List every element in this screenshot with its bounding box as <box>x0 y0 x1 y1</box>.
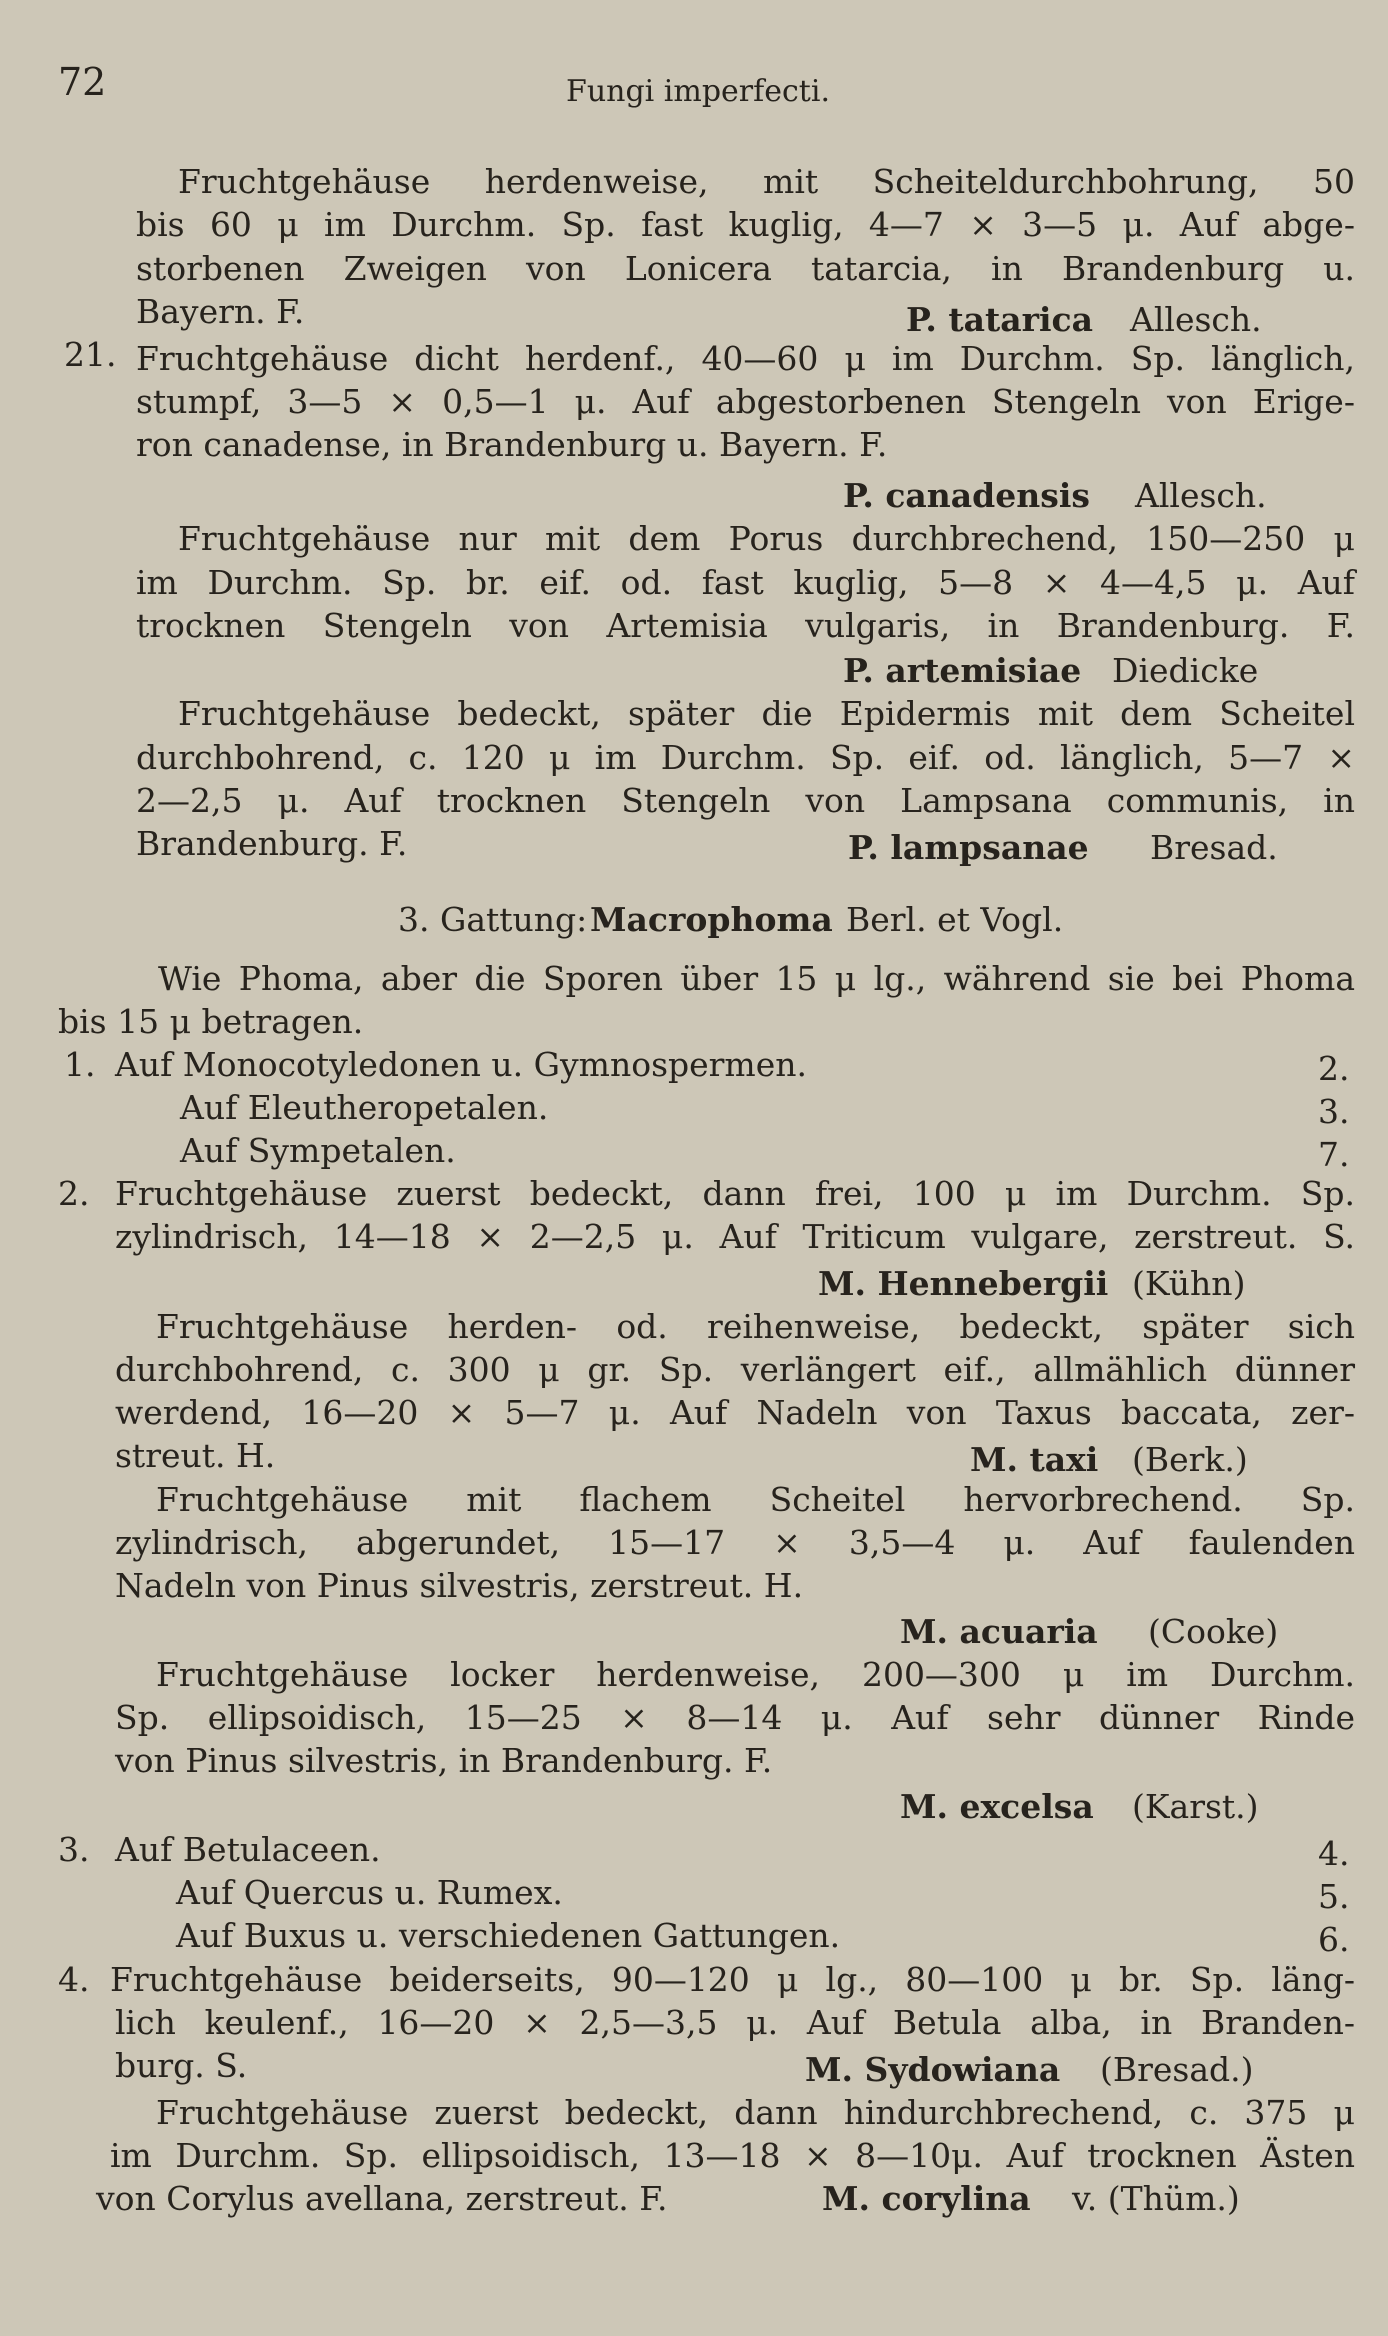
species-name: M. acuaria <box>900 1612 1098 1651</box>
key-reference: 4. <box>1318 1834 1350 1873</box>
text-line: bis 60 μ im Durchm. Sp. fast kuglig, 4—7 × 3—5 μ. Auf abge- <box>136 205 1355 244</box>
text-line: Auf Quercus u. Rumex. <box>176 1873 563 1912</box>
key-reference: 2. <box>1318 1049 1350 1088</box>
species-author: (Cooke) <box>1148 1612 1279 1651</box>
text-line: Fruchtgehäuse herdenweise, mit Scheiteldurchbohrung, 50 <box>178 162 1355 201</box>
species-author: Bresad. <box>1150 828 1278 867</box>
text-line: im Durchm. Sp. ellipsoidisch, 13—18 × 8—10μ. Auf trocknen Ästen <box>110 2136 1355 2175</box>
species-author: Allesch. <box>1130 300 1262 339</box>
species-author: (Karst.) <box>1132 1787 1259 1826</box>
text-line: storbenen Zweigen von Lonicera tatarcia, in Brandenburg u. <box>136 249 1355 288</box>
key-number: 1. <box>64 1045 96 1084</box>
running-head: Fungi imperfecti. <box>566 74 830 109</box>
text-line: Fruchtgehäuse dicht herdenf., 40—60 μ im Durchm. Sp. länglich, <box>136 339 1355 378</box>
text-line: bis 15 μ betragen. <box>58 1002 364 1041</box>
species-name: P. canadensis <box>843 476 1090 515</box>
text-line: Bayern. F. <box>136 292 305 331</box>
text-line: Fruchtgehäuse zuerst bedeckt, dann frei, 100 μ im Durchm. Sp. <box>115 1174 1355 1213</box>
text-line: werdend, 16—20 × 5—7 μ. Auf Nadeln von Taxus baccata, zer- <box>115 1393 1355 1432</box>
page-number: 72 <box>58 60 107 104</box>
genus-heading-author: Berl. et Vogl. <box>846 900 1064 939</box>
text-line: Wie Phoma, aber die Sporen über 15 μ lg., während sie bei Phoma <box>158 959 1355 998</box>
genus-heading-prefix: 3. Gattung: <box>398 900 588 939</box>
species-name: P. lampsanae <box>848 828 1089 867</box>
text-line: burg. S. <box>115 2046 248 2085</box>
key-number: 21. <box>64 335 117 374</box>
text-line: lich keulenf., 16—20 × 2,5—3,5 μ. Auf Betula alba, in Branden- <box>115 2003 1355 2042</box>
text-line: trocknen Stengeln von Artemisia vulgaris, in Brandenburg. F. <box>136 606 1355 645</box>
text-line: Auf Monocotyledonen u. Gymnospermen. <box>115 1045 808 1084</box>
text-line: stumpf, 3—5 × 0,5—1 μ. Auf abgestorbenen Stengeln von Erige- <box>136 382 1355 421</box>
text-line: ron canadense, in Brandenburg u. Bayern. F. <box>136 425 888 464</box>
genus-heading-name: Macrophoma <box>590 900 833 939</box>
text-line: Fruchtgehäuse beiderseits, 90—120 μ lg., 80—100 μ br. Sp. läng- <box>110 1960 1355 1999</box>
species-author: Allesch. <box>1135 476 1267 515</box>
species-author: Diedicke <box>1112 651 1259 690</box>
text-line: Nadeln von Pinus silvestris, zerstreut. H. <box>115 1566 804 1605</box>
text-line: Fruchtgehäuse zuerst bedeckt, dann hindurchbrechend, c. 375 μ <box>156 2093 1355 2132</box>
text-line: von Corylus avellana, zerstreut. F. <box>96 2179 668 2218</box>
text-line: im Durchm. Sp. br. eif. od. fast kuglig, 5—8 × 4—4,5 μ. Auf <box>136 563 1355 602</box>
text-line: Fruchtgehäuse locker herdenweise, 200—300 μ im Durchm. <box>156 1655 1355 1694</box>
text-line: 2—2,5 μ. Auf trocknen Stengeln von Lampsana communis, in <box>136 781 1355 820</box>
species-name: M. Hennebergii <box>818 1264 1109 1303</box>
text-line: Brandenburg. F. <box>136 824 408 863</box>
text-line: zylindrisch, abgerundet, 15—17 × 3,5—4 μ. Auf faulenden <box>115 1523 1355 1562</box>
species-name: M. excelsa <box>900 1787 1094 1826</box>
species-name: M. Sydowiana <box>805 2050 1061 2089</box>
species-name: M. corylina <box>822 2179 1031 2218</box>
key-reference: 5. <box>1318 1877 1350 1916</box>
key-reference: 7. <box>1318 1135 1350 1174</box>
text-line: Auf Buxus u. verschiedenen Gattungen. <box>176 1916 841 1955</box>
species-author: (Berk.) <box>1132 1440 1248 1479</box>
text-line: durchbohrend, c. 300 μ gr. Sp. verlängert eif., allmählich dünner <box>115 1350 1355 1389</box>
key-number: 2. <box>58 1174 90 1213</box>
text-line: zylindrisch, 14—18 × 2—2,5 μ. Auf Triticum vulgare, zerstreut. S. <box>115 1217 1355 1256</box>
key-reference: 6. <box>1318 1920 1350 1959</box>
key-reference: 3. <box>1318 1092 1350 1131</box>
text-line: Fruchtgehäuse bedeckt, später die Epidermis mit dem Scheitel <box>178 694 1355 733</box>
text-line: Auf Sympetalen. <box>180 1131 456 1170</box>
text-line: durchbohrend, c. 120 μ im Durchm. Sp. eif. od. länglich, 5—7 × <box>136 738 1355 777</box>
key-number: 4. <box>58 1960 90 1999</box>
species-author: (Bresad.) <box>1100 2050 1254 2089</box>
species-name: P. tatarica <box>906 300 1093 339</box>
text-line: Auf Eleutheropetalen. <box>180 1088 549 1127</box>
text-line: Fruchtgehäuse herden- od. reihenweise, bedeckt, später sich <box>156 1307 1355 1346</box>
text-line: Sp. ellipsoidisch, 15—25 × 8—14 μ. Auf sehr dünner Rinde <box>115 1698 1355 1737</box>
text-line: Auf Betulaceen. <box>115 1830 381 1869</box>
key-number: 3. <box>58 1830 90 1869</box>
species-author: (Kühn) <box>1132 1264 1246 1303</box>
species-author: v. (Thüm.) <box>1072 2179 1240 2218</box>
species-name: P. artemisiae <box>843 651 1082 690</box>
text-line: streut. H. <box>115 1436 276 1475</box>
text-line: Fruchtgehäuse mit flachem Scheitel hervorbrechend. Sp. <box>156 1480 1355 1519</box>
text-line: von Pinus silvestris, in Brandenburg. F. <box>115 1741 773 1780</box>
text-line: Fruchtgehäuse nur mit dem Porus durchbrechend, 150—250 μ <box>178 519 1355 558</box>
species-name: M. taxi <box>970 1440 1099 1479</box>
